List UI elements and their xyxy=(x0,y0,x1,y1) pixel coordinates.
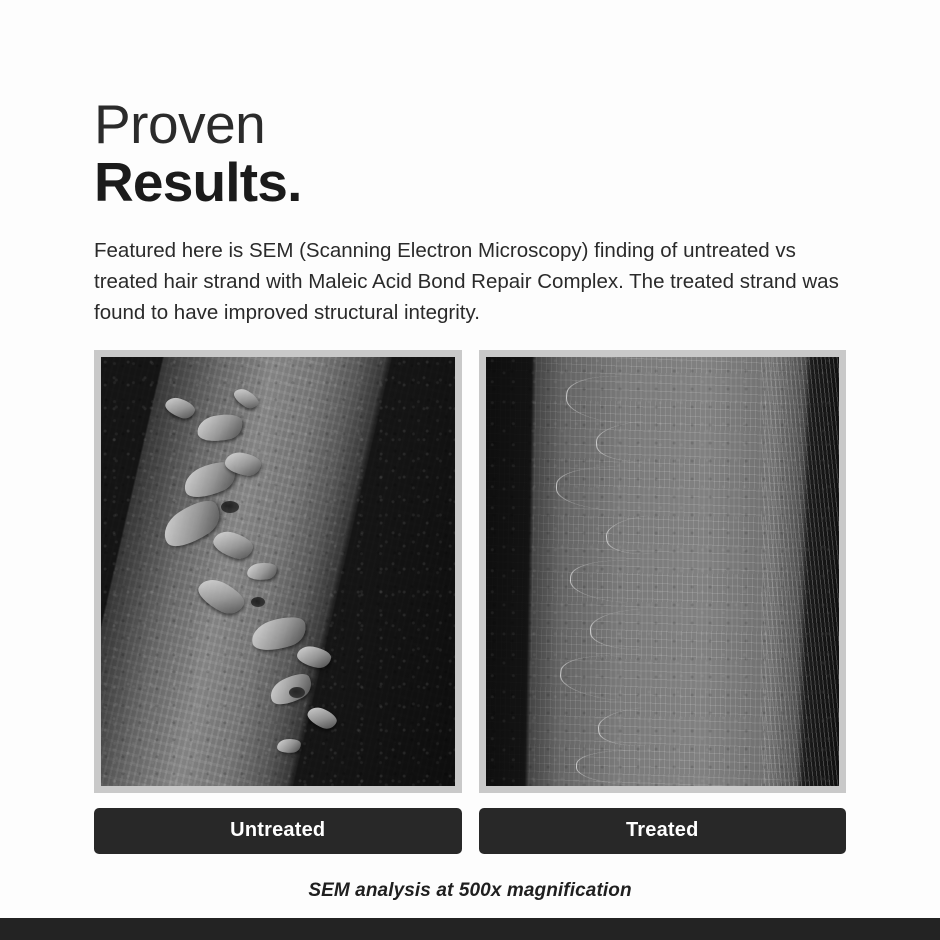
body-paragraph: Featured here is SEM (Scanning Electron Microscopy) finding of untreated vs treated hair strand with Maleic Acid Bond Repair Complex. The treated strand was found to have improved structural integrity. xyxy=(94,239,839,324)
image-grain-overlay xyxy=(101,357,455,786)
figure-caption: SEM analysis at 500x magnification xyxy=(308,880,632,902)
comparison-panel-treated xyxy=(479,350,847,854)
page-title-line-2: Results. xyxy=(94,151,302,214)
panel-label-treated: Treated xyxy=(479,808,847,854)
micrograph-frame-untreated xyxy=(94,350,462,793)
panel-label-untreated: Untreated xyxy=(94,808,462,854)
page-title xyxy=(94,93,846,214)
sem-untreated-image xyxy=(101,357,455,786)
background-fiber-fuzz xyxy=(761,357,839,786)
comparison-panel-untreated xyxy=(94,350,462,854)
comparison-gallery xyxy=(94,350,846,854)
bottom-accent-bar xyxy=(0,918,940,940)
page-title-line-1: Proven xyxy=(94,93,266,155)
sem-treated-image xyxy=(486,357,840,786)
micrograph-frame-treated xyxy=(479,350,847,793)
